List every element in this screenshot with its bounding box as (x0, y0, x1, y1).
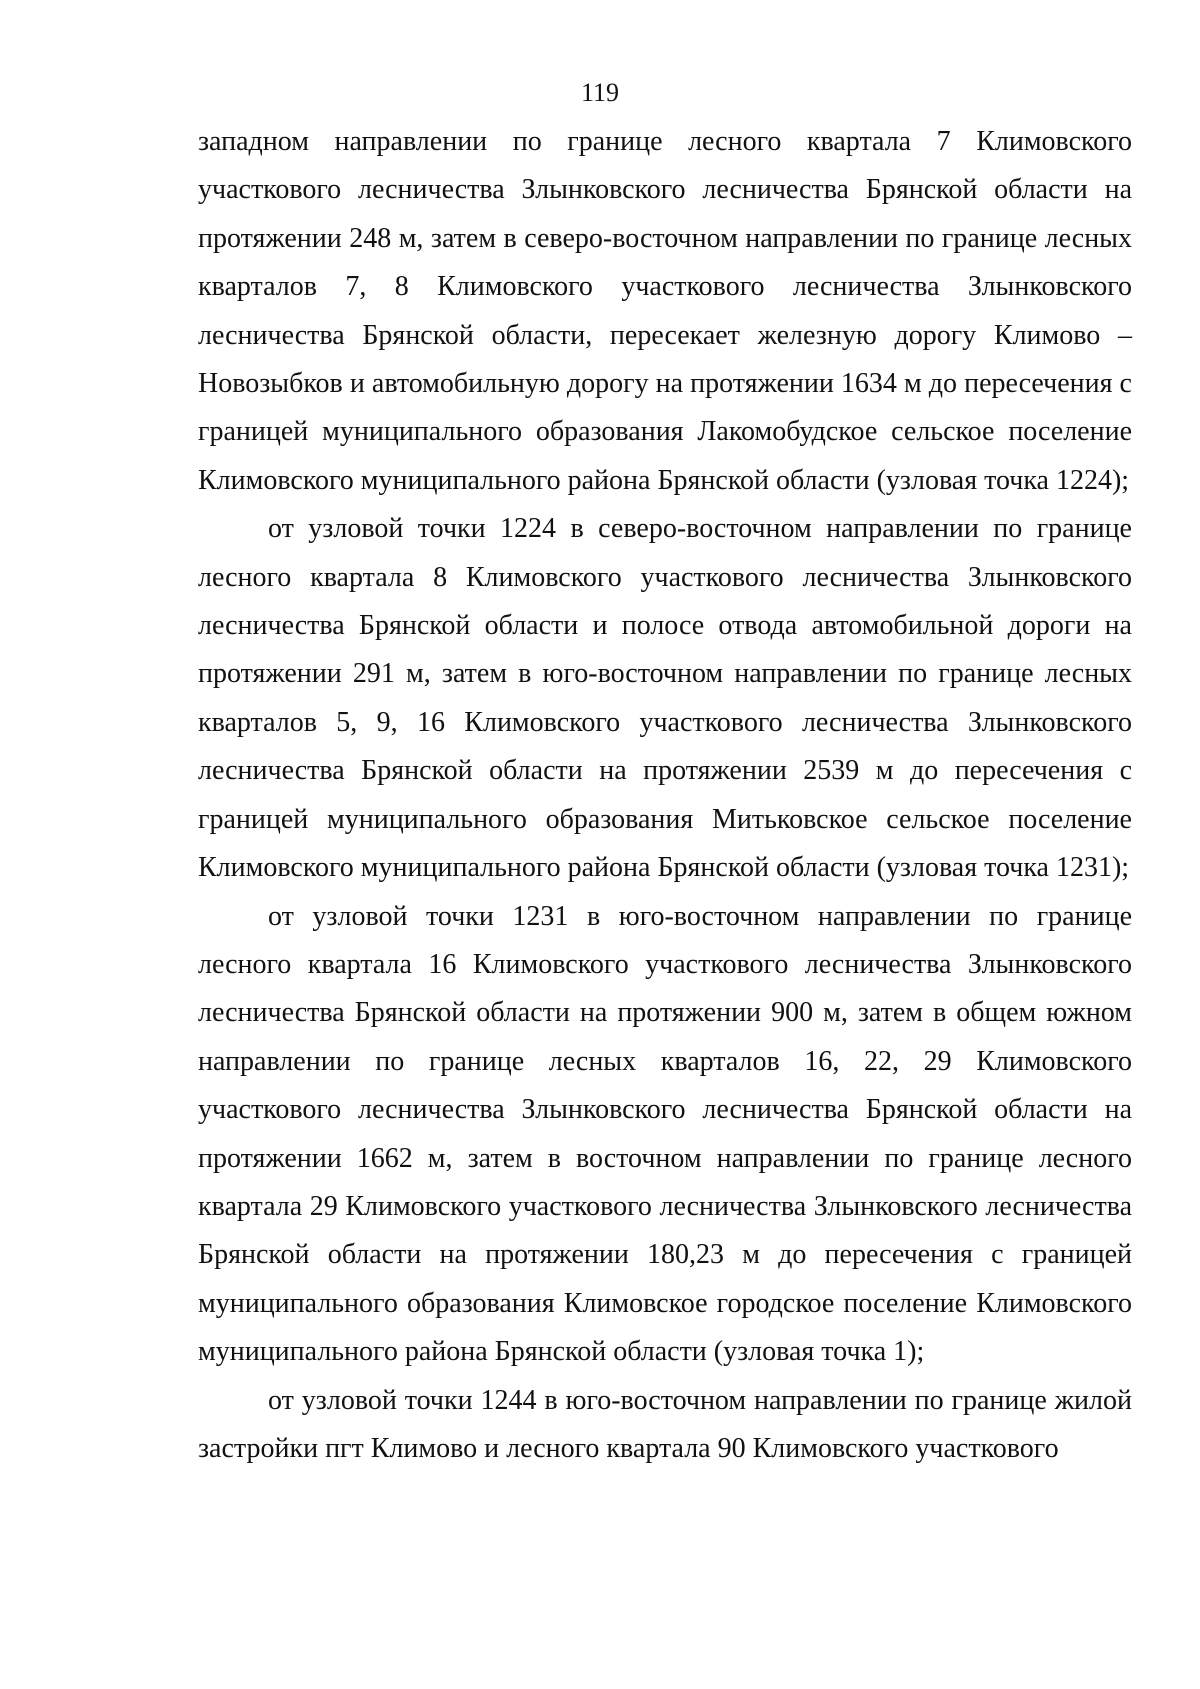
paragraph-node-1244: от узловой точки 1244 в юго-восточном направлении по границе жилой застройки пгт Климово и лесного квартала 90 Климовского участкового (198, 1384, 1132, 1464)
paragraph-node-1231: от узловой точки 1231 в юго-восточном направлении по границе лесного квартала 16 Климовского участкового лесничества Злынковского лесничества Брянской области на протяжении 900 м, затем в общем южном направлении по границе лесных кварталов 16, 22, 29 Климовского участкового лесничества Злынковского лесничества Брянской области на протяжении 1662 м, затем в восточном направлении по границе лесного квартала 29 Климовского участкового лесничества Злынковского лесничества Брянской области на протяжении 180,23 м до пересечения с границей муниципального образования Климовское городское поселение Климовского муниципального района Брянской области (узловая точка 1); (198, 900, 1132, 1368)
paragraph-continuation: западном направлении по границе лесного квартала 7 Климовского участкового лесничества Злынковского лесничества Брянской области на протяжении 248 м, затем в северо-восточном направлении по границе лесных кварталов 7, 8 Климовского участкового лесничества Злынковского лесничества Брянской области, пересекает железную дорогу Климово – Новозыбков и автомобильную дорогу на протяжении 1634 м до пересечения с границей муниципального образования Лакомобудское сельское поселение Климовского муниципального района Брянской области (узловая точка 1224); (198, 126, 1132, 496)
document-body (198, 118, 1132, 1473)
page-number: 119 (580, 78, 620, 107)
paragraph-node-1224: от узловой точки 1224 в северо-восточном направлении по границе лесного квартала 8 Климовского участкового лесничества Злынковского лесничества Брянской области и полосе отвода автомобильной дороги на протяжении 291 м, затем в юго-восточном направлении по границе лесных кварталов 5, 9, 16 Климовского участкового лесничества Злынковского лесничества Брянской области на протяжении 2539 м до пересечения с границей муниципального образования Митьковское сельское поселение Климовского муниципального района Брянской области (узловая точка 1231); (198, 513, 1132, 884)
